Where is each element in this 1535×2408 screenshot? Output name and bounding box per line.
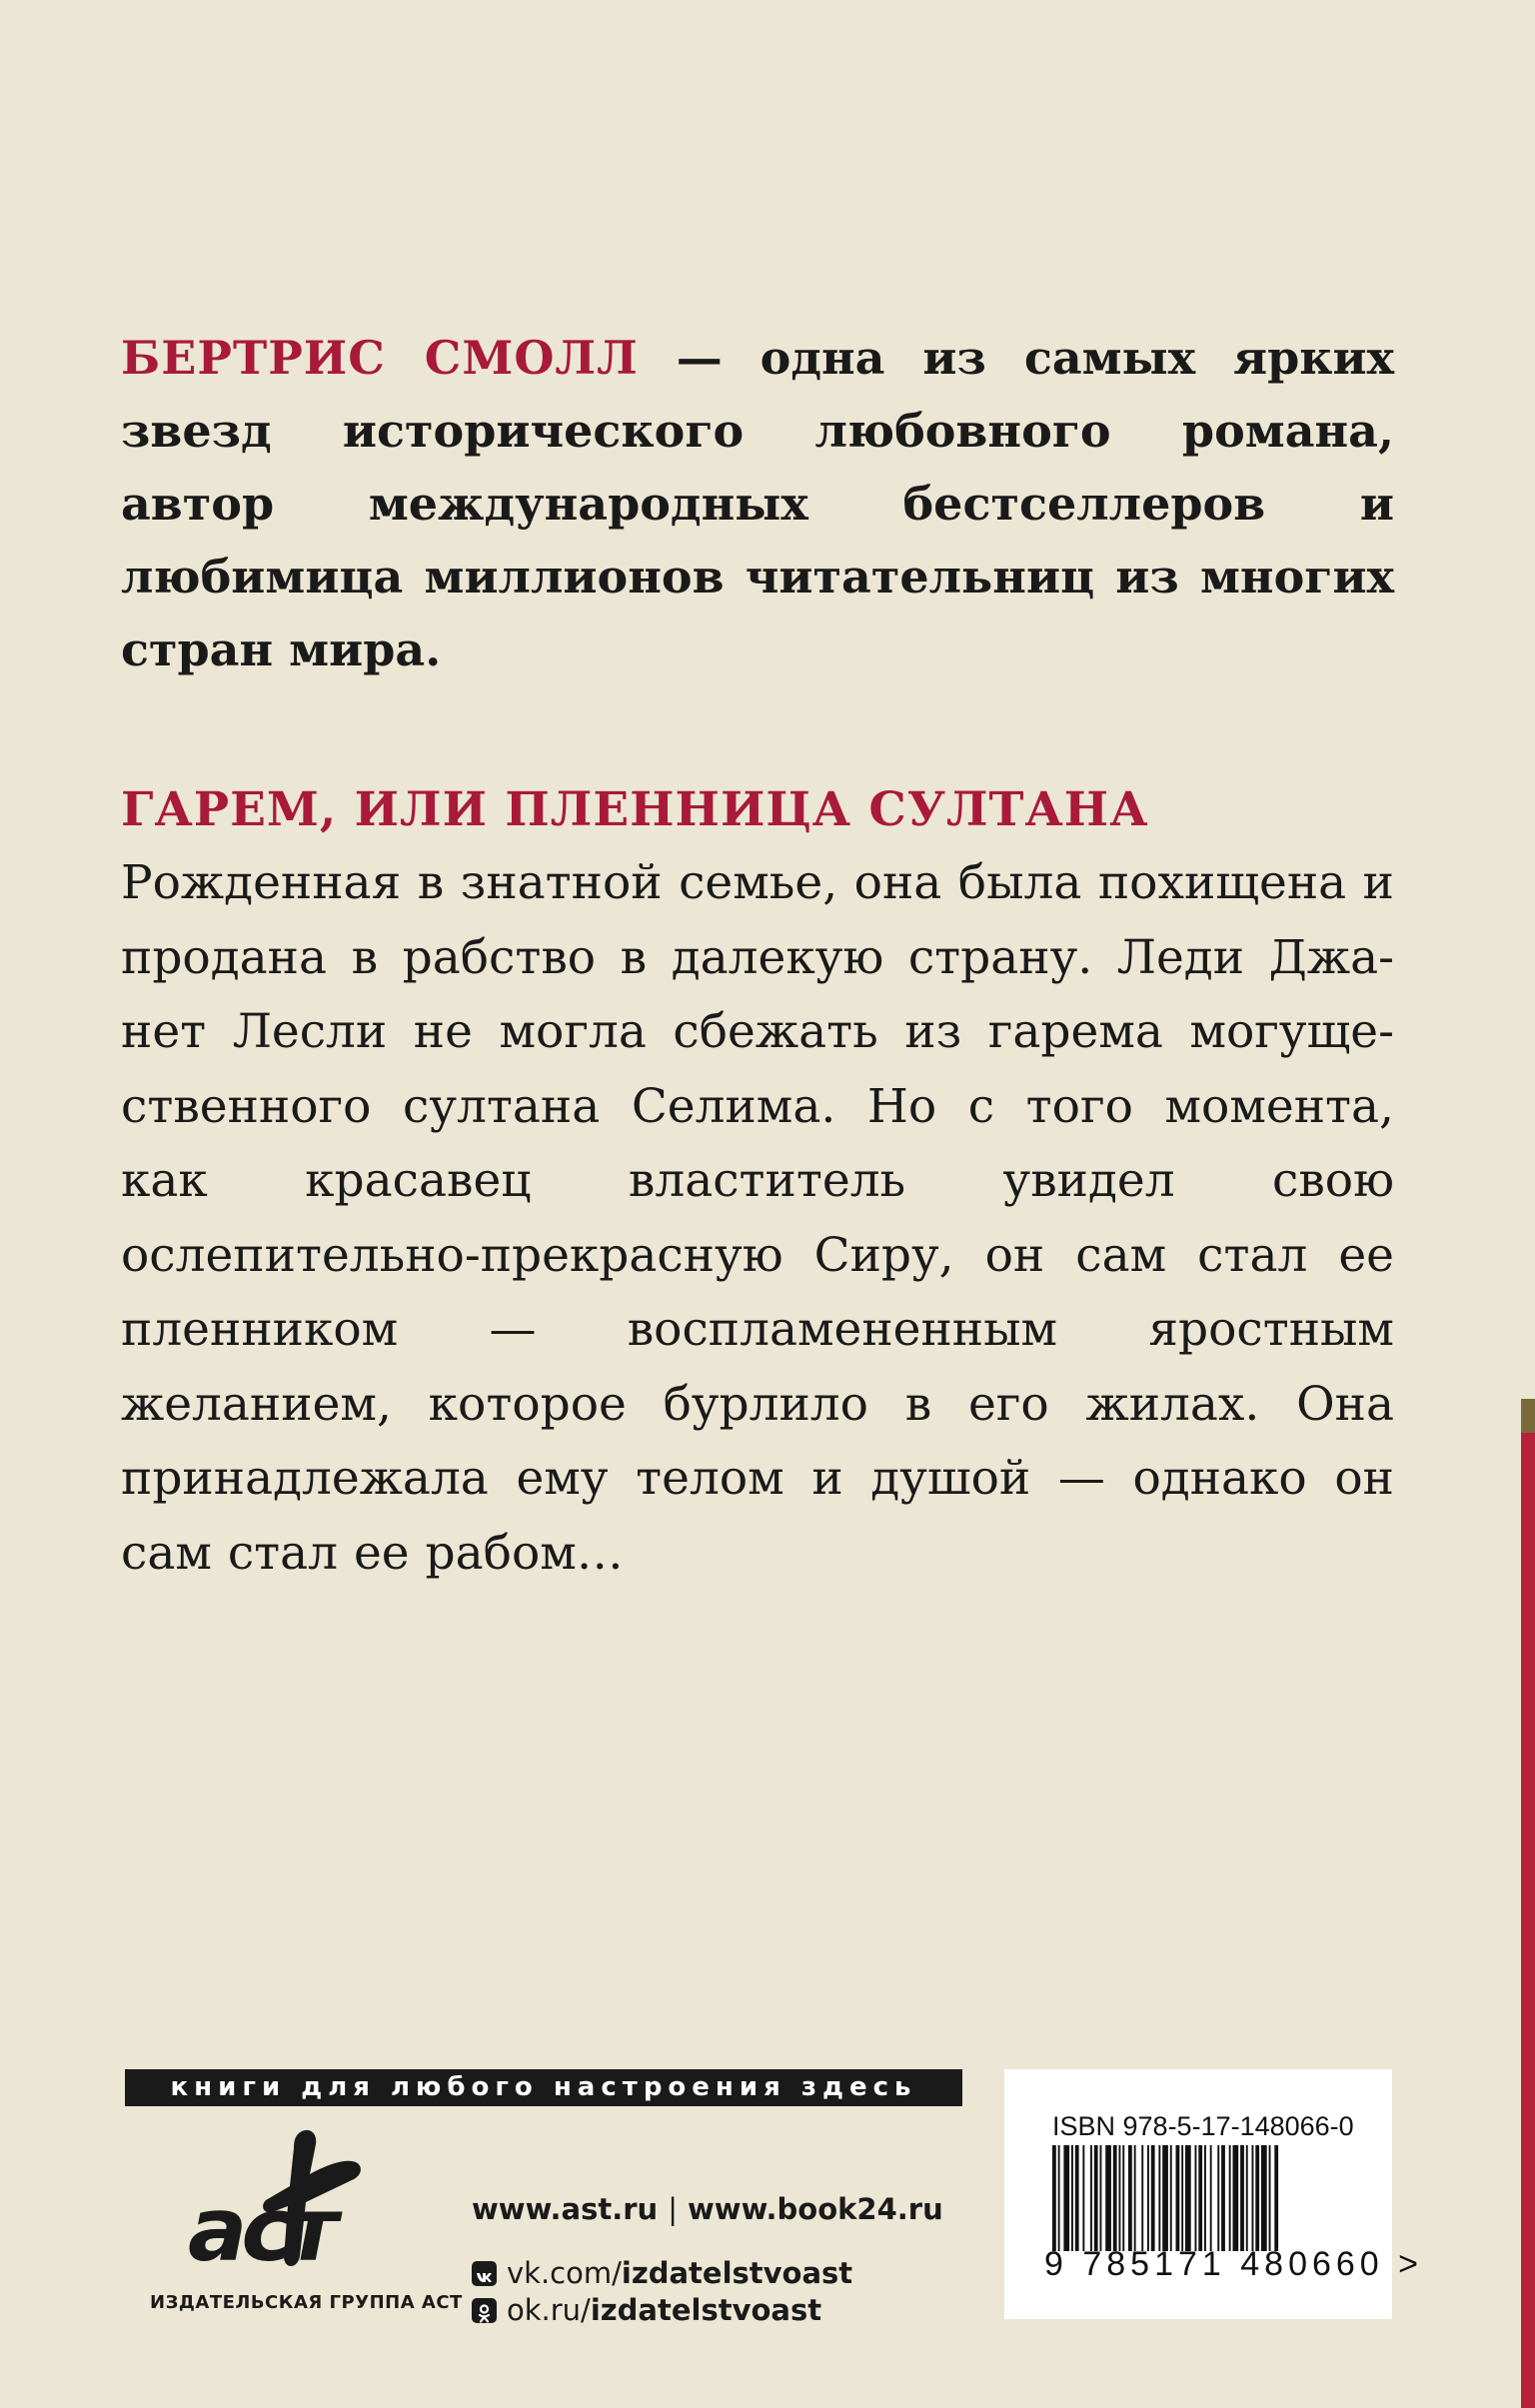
ok-link-row[interactable] <box>472 2292 943 2329</box>
barcode-panel <box>1004 2069 1424 2319</box>
barcode-bar <box>1052 2145 1056 2251</box>
author-name: БЕРТРИС СМОЛЛ <box>121 331 639 385</box>
publisher-tagline: книги для любого настроения здесь <box>125 2069 962 2106</box>
ast-logo <box>150 2128 415 2278</box>
barcode-bar <box>1217 2145 1219 2251</box>
link-separator: | <box>668 2192 678 2226</box>
spine-stripe <box>1521 1399 1535 2408</box>
barcode-bar <box>1113 2145 1117 2251</box>
barcode-bar <box>1255 2145 1259 2251</box>
barcode-bar <box>1229 2145 1231 2251</box>
barcode-bar <box>1221 2145 1225 2251</box>
isbn-text: ISBN 978-5-17-148066-0 <box>1052 2111 1354 2141</box>
ok-icon <box>472 2298 497 2323</box>
publisher-links <box>472 2191 943 2329</box>
barcode-bar <box>1198 2145 1202 2251</box>
ok-handle: izdatelstvoast <box>590 2293 822 2327</box>
barcode-bar <box>1195 2145 1197 2251</box>
author-description: — одна из самых ярких звезд исторического любовного романа, автор международных бестселлеров и любимица миллионов читательниц из многих стран мира. <box>121 331 1394 676</box>
barcode-bar <box>1058 2145 1060 2251</box>
barcode-bars <box>1052 2145 1352 2251</box>
barcode-bar <box>1240 2145 1244 2251</box>
publisher-caption: ИЗДАТЕЛЬСКАЯ ГРУППА АСТ <box>150 2292 463 2313</box>
link-ast[interactable]: www.ast.ru <box>472 2192 659 2226</box>
barcode-bar <box>1147 2145 1149 2251</box>
barcode-bar <box>1170 2145 1172 2251</box>
barcode-bar <box>1141 2145 1143 2251</box>
barcode-bar <box>1246 2145 1248 2251</box>
barcode-bar <box>1158 2145 1160 2251</box>
barcode-bar <box>1233 2145 1239 2251</box>
barcode-bar <box>1075 2145 1079 2251</box>
barcode-bar <box>1204 2145 1206 2251</box>
book-title: ГАРЕМ, ИЛИ ПЛЕННИЦА СУЛТАНА <box>121 782 1149 837</box>
ast-logo-letters: аст <box>188 2178 333 2278</box>
barcode-bar <box>1134 2145 1136 2251</box>
ok-prefix: ok.ru/ <box>507 2293 591 2327</box>
website-links <box>472 2191 943 2228</box>
vk-prefix: vk.com/ <box>507 2256 622 2290</box>
barcode-number: 9 785171 480660 > <box>1044 2245 1424 2283</box>
barcode-bar <box>1105 2145 1111 2251</box>
barcode-bar <box>1185 2145 1191 2251</box>
barcode-bar <box>1071 2145 1073 2251</box>
barcode-bar <box>1082 2145 1084 2251</box>
vk-handle: izdatelstvoast <box>621 2256 853 2290</box>
author-intro <box>121 322 1394 686</box>
barcode-bar <box>1261 2145 1267 2251</box>
barcode-bar <box>1269 2145 1271 2251</box>
barcode-bar <box>1119 2145 1121 2251</box>
barcode-bar <box>1252 2145 1254 2251</box>
barcode-bar <box>1162 2145 1168 2251</box>
barcode-bar <box>1090 2145 1092 2251</box>
barcode-bar <box>1151 2145 1155 2251</box>
barcode-bar <box>1176 2145 1180 2251</box>
barcode-bar <box>1094 2145 1098 2251</box>
barcode-bar <box>1274 2145 1278 2251</box>
barcode-bar <box>1210 2145 1212 2251</box>
barcode-bar <box>1128 2145 1132 2251</box>
barcode-bar <box>1063 2145 1069 2251</box>
barcode-bar <box>1100 2145 1102 2251</box>
vk-icon <box>472 2261 497 2286</box>
barcode-bar <box>1181 2145 1183 2251</box>
book-synopsis: Рожденная в знатной семье, она была похищена и продана в рабство в далекую страну. Леди Джанет Лесли не могла сбежать из гарема могущественного султана Селима. Но с того момента, как красавец властитель увидел свою ослепительно-прекрасную Сиру, он сам стал ее пленником — воспламененным яростным желанием, которое бурлило в его жилах. Она принадлежала ему телом и душой — однако он сам стал ее рабом… <box>121 855 1394 1581</box>
spine-stripe-top <box>1521 1399 1535 1433</box>
vk-link-row[interactable] <box>472 2255 943 2292</box>
barcode-bar <box>1122 2145 1124 2251</box>
link-book24[interactable]: www.book24.ru <box>687 2192 943 2226</box>
